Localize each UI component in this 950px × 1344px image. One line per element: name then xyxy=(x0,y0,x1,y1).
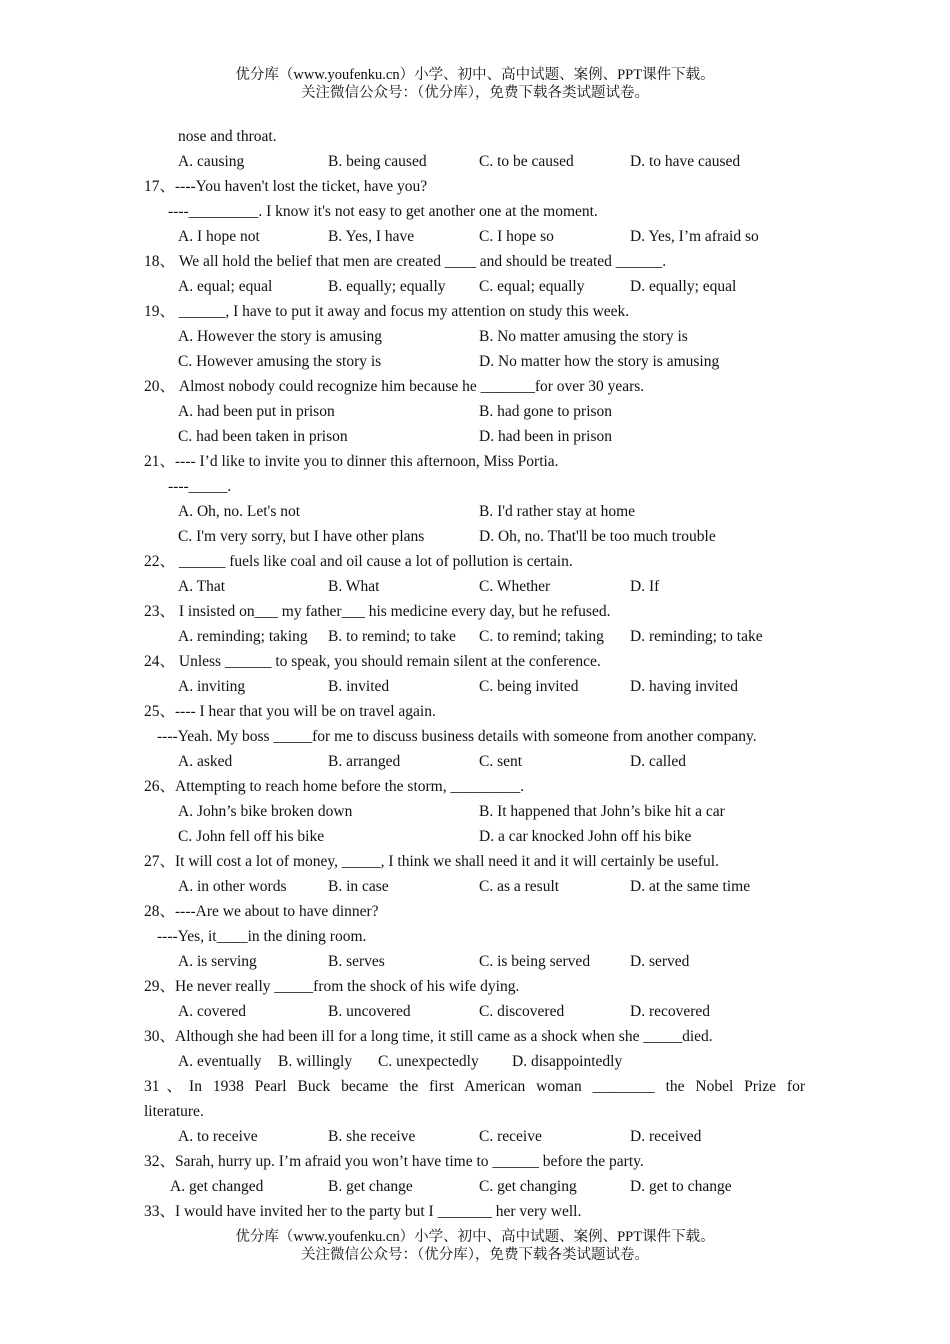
option-a: A. Oh, no. Let's not xyxy=(178,503,301,520)
option-d: D. recovered xyxy=(630,1003,711,1020)
question-16 xyxy=(0,126,950,151)
option-d: D. get to change xyxy=(630,1178,732,1195)
options-row xyxy=(0,951,950,976)
option-b: B. equally; equally xyxy=(328,278,446,295)
option-c: C. is being served xyxy=(479,953,591,970)
option-b: B. in case xyxy=(328,878,389,895)
options-row xyxy=(0,1126,950,1151)
option-a: A. reminding; taking xyxy=(178,628,308,645)
option-b: B. invited xyxy=(328,678,390,695)
option-c: C. I'm very sorry, but I have other plans xyxy=(178,528,425,545)
option-b: B. What xyxy=(328,578,380,595)
options-row xyxy=(0,326,950,351)
option-c: C. John fell off his bike xyxy=(178,828,325,845)
option-a: A. That xyxy=(178,578,226,595)
options-row xyxy=(0,876,950,901)
options-row xyxy=(0,226,950,251)
option-a: A. eventually xyxy=(178,1053,262,1070)
option-b: B. Yes, I have xyxy=(328,228,415,245)
option-a: A. However the story is amusing xyxy=(178,328,383,345)
option-c: C. equal; equally xyxy=(479,278,585,295)
question-18 xyxy=(0,251,950,276)
option-d: D. disappointedly xyxy=(512,1053,623,1070)
option-c: C. being invited xyxy=(479,678,579,695)
question-stem: 28、----Are we about to have dinner? xyxy=(144,903,379,920)
option-b: B. arranged xyxy=(328,753,401,770)
question-23 xyxy=(0,601,950,626)
option-b: B. being caused xyxy=(328,153,427,170)
question-21 xyxy=(0,451,950,476)
question-stem: 22、 ______ fuels like coal and oil cause a lot of pollution is certain. xyxy=(144,553,573,570)
question-27 xyxy=(0,851,950,876)
option-d: D. had been in prison xyxy=(479,428,613,445)
option-d: D. equally; equal xyxy=(630,278,737,295)
footer-line-1: 优分库（www.youfenku.cn）小学、初中、高中试题、案例、PPT课件下载。 xyxy=(235,1229,715,1245)
option-b: B. It happened that John’s bike hit a car xyxy=(479,803,725,820)
option-a: A. causing xyxy=(178,153,245,170)
options-row xyxy=(0,801,950,826)
header-line-1: 优分库（www.youfenku.cn）小学、初中、高中试题、案例、PPT课件下载。 xyxy=(235,67,715,83)
question-25 xyxy=(0,701,950,726)
option-d: D. served xyxy=(630,953,690,970)
option-b: B. to remind; to take xyxy=(328,628,456,645)
question-stem: 19、 ______, I have to put it away and focus my attention on study this week. xyxy=(144,303,630,320)
question-29 xyxy=(0,976,950,1001)
option-b: B. get change xyxy=(328,1178,413,1195)
question-stem: 30、Although she had been ill for a long time, it still came as a shock when she _____died. xyxy=(144,1028,713,1045)
option-b: B. had gone to prison xyxy=(479,403,613,420)
option-d: D. at the same time xyxy=(630,878,751,895)
question-stem-continuation: nose and throat. xyxy=(178,128,277,145)
options-row xyxy=(0,751,950,776)
options-row xyxy=(0,276,950,301)
question-28 xyxy=(0,901,950,926)
option-d: D. a car knocked John off his bike xyxy=(479,828,692,845)
option-a: A. covered xyxy=(178,1003,246,1020)
question-stem: 32、Sarah, hurry up. I’m afraid you won’t have time to ______ before the party. xyxy=(144,1153,644,1170)
question-20 xyxy=(0,376,950,401)
question-stem: 27、It will cost a lot of money, _____, I think we shall need it and it will certainly be useful. xyxy=(144,853,719,870)
question-stem: 17、----You haven't lost the ticket, have you? xyxy=(144,178,428,195)
dialogue-reply xyxy=(0,476,950,501)
question-33 xyxy=(0,1201,950,1226)
option-b: B. willingly xyxy=(278,1053,353,1070)
footer-line-2: 关注微信公众号：（优分库），免费下载各类试题试卷。 xyxy=(301,1247,649,1263)
question-stem: 29、He never really _____from the shock of his wife dying. xyxy=(144,978,520,995)
options-row xyxy=(0,576,950,601)
option-a: A. John’s bike broken down xyxy=(178,803,353,820)
question-stem: 23、 I insisted on___ my father___ his medicine every day, but he refused. xyxy=(144,603,611,620)
question-stem: 33、I would have invited her to the party but I _______ her very well. xyxy=(144,1203,582,1220)
option-c: C. as a result xyxy=(479,878,560,895)
question-19 xyxy=(0,301,950,326)
question-stem: 25、---- I hear that you will be on travel again. xyxy=(144,703,436,720)
reply-text: ----_____. xyxy=(168,478,232,495)
option-a: A. had been put in prison xyxy=(178,403,335,420)
option-c: C. to remind; taking xyxy=(479,628,604,645)
option-c: C. to be caused xyxy=(479,153,574,170)
page-header xyxy=(0,66,950,102)
options-row xyxy=(0,426,950,451)
options-row xyxy=(0,526,950,551)
option-b: B. uncovered xyxy=(328,1003,411,1020)
question-stem: 31、In 1938 Pearl Buck became the first American woman ________ the Nobel Prize for xyxy=(144,1078,805,1095)
option-d: D. having invited xyxy=(630,678,739,695)
option-c: C. discovered xyxy=(479,1003,565,1020)
option-c: C. receive xyxy=(479,1128,542,1145)
option-a: A. to receive xyxy=(178,1128,258,1145)
option-d: D. Oh, no. That'll be too much trouble xyxy=(479,528,716,545)
option-a: A. get changed xyxy=(170,1178,264,1195)
dialogue-reply xyxy=(0,926,950,951)
options-row xyxy=(0,826,950,851)
question-32 xyxy=(0,1151,950,1176)
option-c: C. had been taken in prison xyxy=(178,428,348,445)
option-d: D. No matter how the story is amusing xyxy=(479,353,720,370)
question-stem: 21、---- I’d like to invite you to dinner this afternoon, Miss Portia. xyxy=(144,453,559,470)
question-31 xyxy=(0,1076,950,1101)
question-stem: 18、 We all hold the belief that men are created ____ and should be treated ______. xyxy=(144,253,667,270)
option-a: A. is serving xyxy=(178,953,257,970)
question-stem-continuation xyxy=(0,1101,950,1126)
options-row xyxy=(0,151,950,176)
options-row xyxy=(0,1051,950,1076)
reply-text: ----Yeah. My boss _____for me to discuss business details with someone from another company. xyxy=(157,728,757,745)
options-row xyxy=(0,501,950,526)
option-d: D. to have caused xyxy=(630,153,741,170)
question-30 xyxy=(0,1026,950,1051)
options-row xyxy=(0,1001,950,1026)
reply-text: ----Yes, it____in the dining room. xyxy=(157,928,367,945)
option-c: C. sent xyxy=(479,753,523,770)
question-stem: 20、 Almost nobody could recognize him because he _______for over 30 years. xyxy=(144,378,645,395)
option-b: B. she receive xyxy=(328,1128,416,1145)
options-row xyxy=(0,401,950,426)
option-d: D. received xyxy=(630,1128,702,1145)
reply-text: ----_________. I know it's not easy to get another one at the moment. xyxy=(168,203,598,220)
question-22 xyxy=(0,551,950,576)
option-b: B. I'd rather stay at home xyxy=(479,503,636,520)
options-row xyxy=(0,1176,950,1201)
page-footer xyxy=(0,1228,950,1264)
option-c: C. I hope so xyxy=(479,228,554,245)
option-a: A. asked xyxy=(178,753,233,770)
option-c: C. However amusing the story is xyxy=(178,353,382,370)
question-stem: 26、Attempting to reach home before the storm, _________. xyxy=(144,778,525,795)
option-a: A. inviting xyxy=(178,678,246,695)
options-row xyxy=(0,626,950,651)
option-b: B. No matter amusing the story is xyxy=(479,328,688,345)
option-c: C. get changing xyxy=(479,1178,577,1195)
dialogue-reply xyxy=(0,726,950,751)
option-a: A. equal; equal xyxy=(178,278,273,295)
question-24 xyxy=(0,651,950,676)
option-d: D. Yes, I’m afraid so xyxy=(630,228,759,245)
question-26 xyxy=(0,776,950,801)
option-d: D. called xyxy=(630,753,686,770)
question-17 xyxy=(0,176,950,201)
option-c: C. unexpectedly xyxy=(378,1053,479,1070)
header-line-2: 关注微信公众号：（优分库），免费下载各类试题试卷。 xyxy=(301,85,649,101)
option-a: A. in other words xyxy=(178,878,287,895)
options-row xyxy=(0,676,950,701)
question-stem-cont: literature. xyxy=(144,1103,204,1120)
dialogue-reply xyxy=(0,201,950,226)
option-d: D. reminding; to take xyxy=(630,628,763,645)
option-c: C. Whether xyxy=(479,578,551,595)
option-a: A. I hope not xyxy=(178,228,260,245)
question-stem: 24、 Unless ______ to speak, you should remain silent at the conference. xyxy=(144,653,601,670)
question-list xyxy=(0,126,950,1226)
options-row xyxy=(0,351,950,376)
option-b: B. serves xyxy=(328,953,385,970)
option-d: D. If xyxy=(630,578,660,595)
